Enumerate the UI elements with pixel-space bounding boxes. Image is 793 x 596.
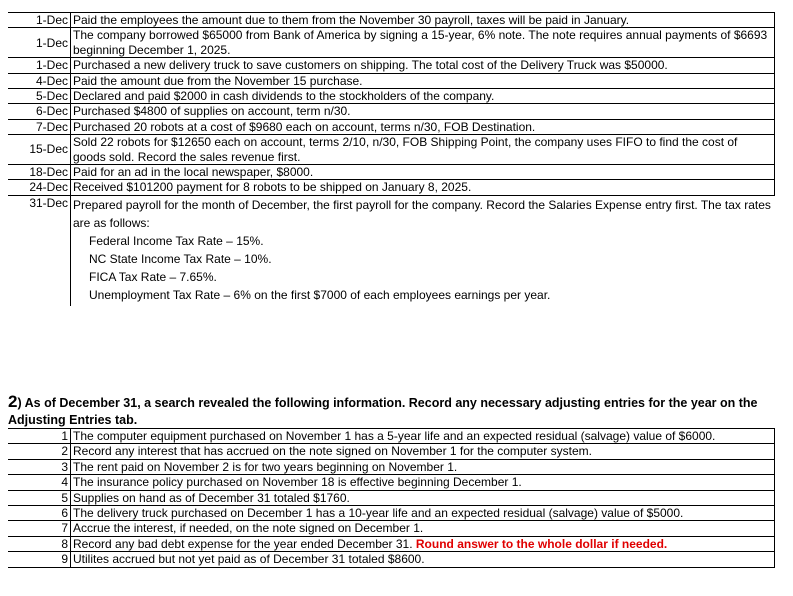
adjustment-description: Accrue the interest, if needed, on the note signed on December 1.	[71, 521, 775, 536]
adjustment-number: 3	[8, 459, 71, 474]
table-row	[8, 58, 775, 73]
transaction-description: Purchased 20 robots at a cost of $9680 each on account, terms n/30, FOB Destination.	[71, 119, 775, 134]
payroll-row	[8, 195, 775, 306]
tax-rate-state: NC State Income Tax Rate – 10%.	[89, 251, 272, 266]
table-row	[8, 119, 775, 134]
transaction-description: The company borrowed $65000 from Bank of America by signing a 15-year, 6% note. The note requires annual payments of $6693 beginning December 1, 2025.	[71, 28, 775, 58]
transaction-date: 15-Dec	[8, 135, 71, 165]
december-transactions-table	[8, 12, 775, 306]
table-row	[8, 135, 775, 165]
table-row	[8, 164, 775, 179]
table-row	[8, 536, 775, 551]
table-row	[8, 28, 775, 58]
adjustment-description: The insurance policy purchased on November 18 is effective beginning December 1.	[71, 475, 775, 490]
transaction-date: 4-Dec	[8, 73, 71, 88]
table-row	[8, 490, 775, 505]
payroll-intro: Prepared payroll for the month of December, the first payroll for the company. Record the Salaries Expense entry first. The tax rates are as follows:	[73, 197, 771, 230]
adjustment-description: Supplies on hand as of December 31 totaled $1760.	[71, 490, 775, 505]
table-row	[8, 180, 775, 195]
transaction-description: Received $101200 payment for 8 robots to be shipped on January 8, 2025.	[71, 180, 775, 195]
adjustment-number: 7	[8, 521, 71, 536]
table-row	[8, 552, 775, 567]
transaction-date: 1-Dec	[8, 13, 71, 28]
tax-rate-federal: Federal Income Tax Rate – 15%.	[89, 233, 264, 248]
section-2-heading	[8, 393, 778, 429]
table-row	[8, 73, 775, 88]
transaction-description: Paid the employees the amount due to them from the November 30 payroll, taxes will be paid in January.	[71, 13, 775, 28]
transaction-description: Declared and paid $2000 in cash dividends to the stockholders of the company.	[71, 88, 775, 103]
transaction-date: 6-Dec	[8, 104, 71, 119]
transaction-date: 1-Dec	[8, 58, 71, 73]
transaction-date: 31-Dec	[8, 195, 71, 306]
table-row	[8, 13, 775, 28]
adjustment-description: Utilites accrued but not yet paid as of December 31 totaled $8600.	[71, 552, 775, 567]
transaction-description: Paid the amount due from the November 15 purchase.	[71, 73, 775, 88]
transaction-description: Purchased $4800 of supplies on account, term n/30.	[71, 104, 775, 119]
table-row	[8, 521, 775, 536]
adjustment-number: 1	[8, 429, 71, 444]
transaction-description: Purchased a new delivery truck to save customers on shipping. The total cost of the Delivery Truck was $50000.	[71, 58, 775, 73]
transaction-date: 7-Dec	[8, 119, 71, 134]
tax-rate-unemployment: Unemployment Tax Rate – 6% on the first $7000 of each employees earnings per year.	[89, 287, 551, 302]
adjustments-table	[8, 428, 775, 568]
table-row	[8, 475, 775, 490]
transaction-date: 18-Dec	[8, 164, 71, 179]
rounding-note: Round answer to the whole dollar if needed.	[415, 536, 668, 551]
transaction-date: 1-Dec	[8, 28, 71, 58]
section-heading-text: ) As of December 31, a search revealed the following information. Record any necessary adjusting entries for the year on the Adjusting Entries tab.	[8, 396, 758, 427]
table-row	[8, 505, 775, 520]
adjustment-description: Record any bad debt expense for the year ended December 31.	[73, 536, 416, 551]
transaction-description: Sold 22 robots for $12650 each on account, terms 2/10, n/30, FOB Shipping Point, the company uses FIFO to find the cost of goods sold. Record the sales revenue first.	[71, 135, 775, 165]
adjustment-description: The rent paid on November 2 is for two years beginning on November 1.	[71, 459, 775, 474]
transaction-date: 24-Dec	[8, 180, 71, 195]
adjustment-description: The computer equipment purchased on November 1 has a 5-year life and an expected residual (salvage) value of $6000.	[71, 429, 775, 444]
table-row	[8, 104, 775, 119]
table-row	[8, 459, 775, 474]
adjustment-number: 6	[8, 505, 71, 520]
adjustment-number: 9	[8, 552, 71, 567]
adjustment-number: 4	[8, 475, 71, 490]
adjustment-description: Record any interest that has accrued on the note signed on November 1 for the computer system.	[71, 444, 775, 459]
tax-rate-fica: FICA Tax Rate – 7.65%.	[89, 269, 217, 284]
transaction-description: Paid for an ad in the local newspaper, $8000.	[71, 164, 775, 179]
table-row	[8, 429, 775, 444]
adjustment-number: 2	[8, 444, 71, 459]
section-number: 2	[8, 392, 18, 411]
table-row	[8, 88, 775, 103]
adjustment-number: 8	[8, 536, 71, 551]
adjustment-description: The delivery truck purchased on December 1 has a 10-year life and an expected residual (salvage) value of $5000.	[71, 505, 775, 520]
table-row	[8, 444, 775, 459]
adjustment-number: 5	[8, 490, 71, 505]
transaction-date: 5-Dec	[8, 88, 71, 103]
